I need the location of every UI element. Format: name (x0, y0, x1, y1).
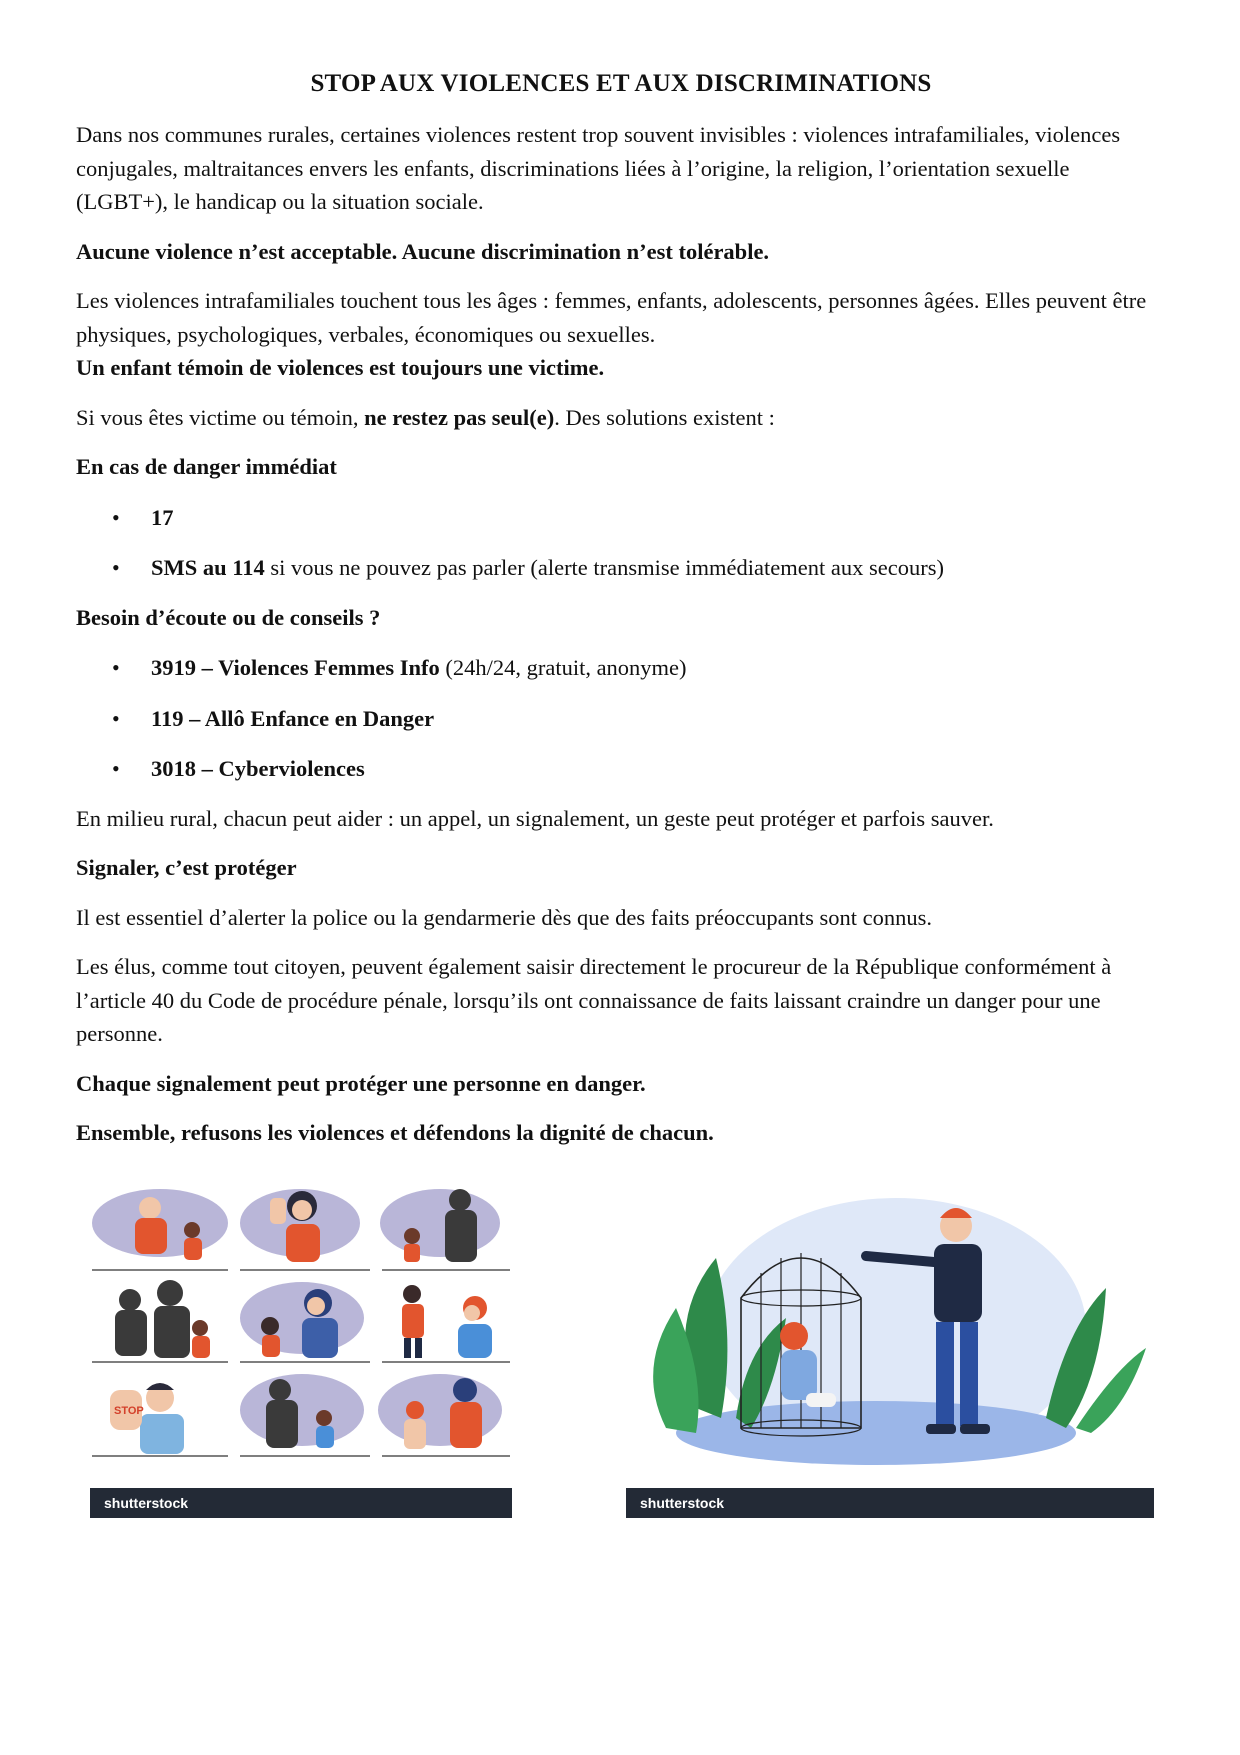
not-alone-bold: ne restez pas seul(e) (364, 404, 555, 430)
document-page (76, 70, 1166, 1150)
hotline-details: (24h/24, gratuit, anonyme) (439, 655, 687, 680)
stock-brand-logo: shutterstock (640, 1495, 725, 1511)
collage-illustration (90, 1178, 512, 1488)
stock-footer-bar (90, 1488, 512, 1518)
illustrations-row (0, 1178, 1240, 1518)
intro-paragraph: Dans nos communes rurales, certaines violences restent trop souvent invisibles : violences intrafamiliales, violences conjugales, maltraitances envers les enfants, discriminations liées à l’origine, la religion, l’orientation sexuelle (LGBT+), le handicap ou la situation sociale. (76, 122, 1121, 214)
hotline-name: 119 – Allô Enfance en Danger (151, 705, 435, 731)
report-paragraph-2: Les élus, comme tout citoyen, peuvent également saisir directement le procureur de la République conformément à l’article 40 du Code de procédure pénale, lorsqu’ils ont connaissance de faits laissant craindre un danger pour une personne. (76, 954, 1112, 1046)
not-alone-prefix: Si vous êtes victime ou témoin, (76, 404, 365, 430)
listen-list (76, 651, 1166, 786)
list-item (76, 501, 1166, 535)
stock-footer-bar (626, 1488, 1154, 1518)
rural-paragraph: En milieu rural, chacun peut aider : un appel, un signalement, un geste peut protéger et parfois sauver. (76, 805, 994, 831)
stock-brand-logo: shutterstock (104, 1495, 189, 1511)
family-violence-paragraph: Les violences intrafamiliales touchent tous les âges : femmes, enfants, adolescents, personnes âgées. Elles peuvent être physiques, psychologiques, verbales, économiques ou sexuelles. (76, 288, 1147, 347)
list-item (76, 752, 1166, 786)
danger-item-number: 17 (151, 504, 174, 530)
danger-item-number: SMS au 114 (151, 555, 265, 580)
caged-child-image (626, 1178, 1154, 1518)
list-item (76, 551, 1166, 585)
child-witness-statement: Un enfant témoin de violences est toujours une victime. (76, 355, 605, 380)
report-paragraph-1: Il est essentiel d’alerter la police ou la gendarmerie dès que des faits préoccupants sont connus. (76, 904, 932, 930)
danger-heading: En cas de danger immédiat (76, 454, 337, 479)
closing-statement-2: Ensemble, refusons les violences et défendons la dignité de chacun. (76, 1120, 714, 1145)
hotline-name: 3919 – Violences Femmes Info (151, 655, 440, 680)
stop-sign-text: STOP (114, 1405, 144, 1417)
page-title: STOP AUX VIOLENCES ET AUX DISCRIMINATIONS (310, 70, 932, 97)
report-heading: Signaler, c’est protéger (76, 855, 297, 880)
principle-statement: Aucune violence n’est acceptable. Aucune discrimination n’est tolérable. (76, 238, 770, 264)
list-item (76, 651, 1166, 685)
danger-list (76, 501, 1166, 585)
violence-collage-image (90, 1178, 512, 1518)
closing-statement-1: Chaque signalement peut protéger une personne en danger. (76, 1070, 646, 1096)
listen-heading: Besoin d’écoute ou de conseils ? (76, 604, 381, 630)
hotline-name: 3018 – Cyberviolences (151, 756, 365, 781)
not-alone-paragraph (76, 401, 1166, 435)
cage-illustration (626, 1178, 1154, 1488)
not-alone-suffix: . Des solutions existent : (554, 404, 775, 430)
danger-item-text: si vous ne pouvez pas parler (alerte transmise immédiatement aux secours) (264, 555, 944, 580)
list-item (76, 702, 1166, 736)
